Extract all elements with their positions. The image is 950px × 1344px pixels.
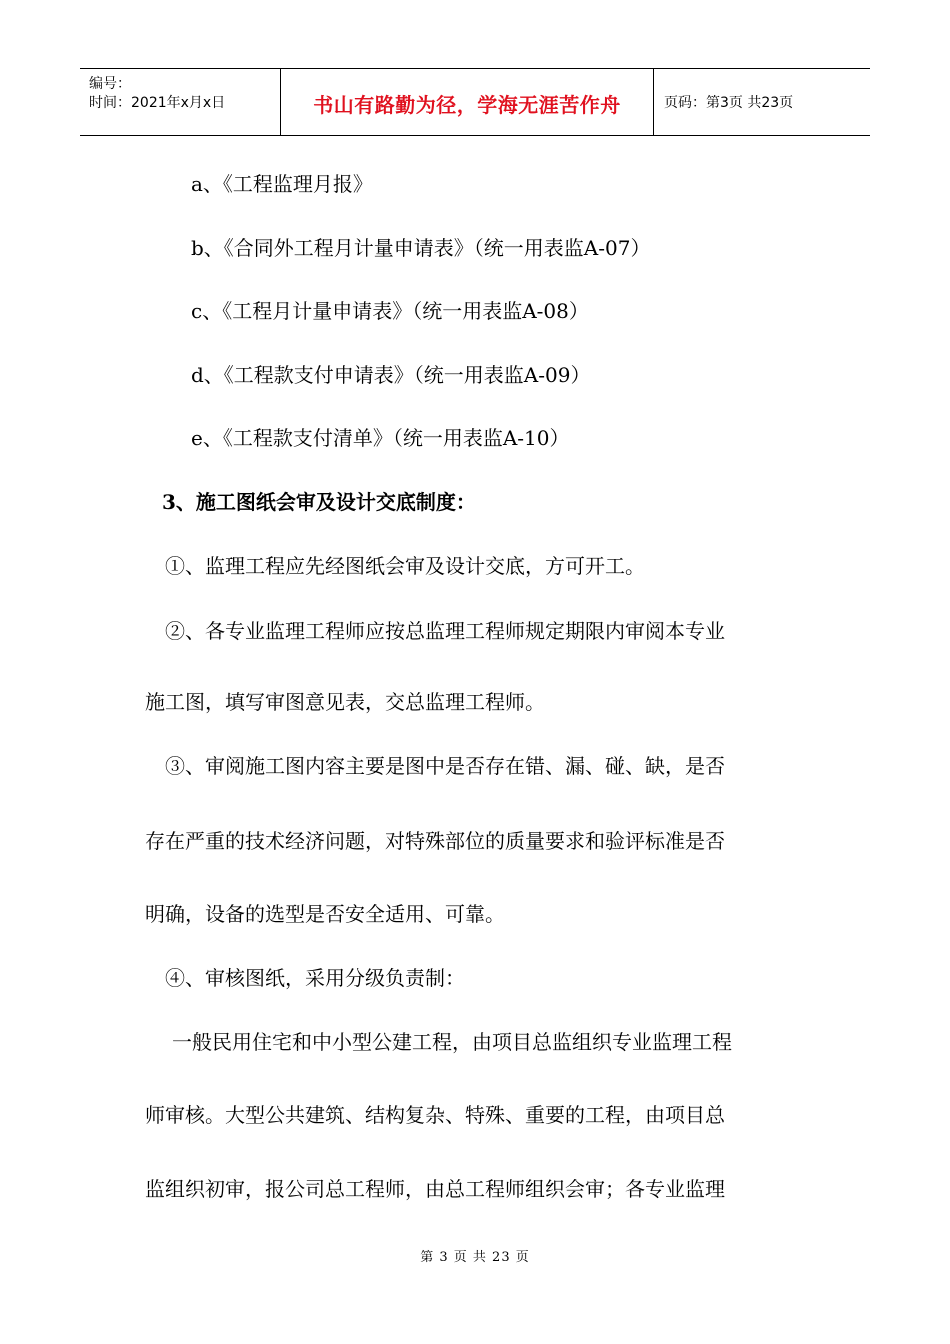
- paragraph-5-line-2: 师审核。大型公共建筑、结构复杂、特殊、重要的工程，由项目总: [145, 1103, 725, 1127]
- paragraph-3-line-1: ③、审阅施工图内容主要是图中是否存在错、漏、碰、缺，是否: [165, 754, 725, 778]
- list-item-b: b、《合同外工程月计量申请表》（统一用表监A-07）: [191, 236, 651, 260]
- list-item-e: e、《工程款支付清单》（统一用表监A-10）: [191, 426, 570, 450]
- document-date-label: 时间：2021年x月x日: [89, 95, 226, 111]
- header-meta-cell: [80, 69, 281, 135]
- paragraph-5-line-3: 监组织初审，报公司总工程师，由总工程师组织会审；各专业监理: [145, 1177, 725, 1201]
- page-footer: 第 3 页 共 23 页: [420, 1250, 530, 1265]
- list-item-a: a、《工程监理月报》: [191, 172, 373, 196]
- header-page-info: 页码：第3页 共23页: [664, 95, 794, 111]
- document-number-label: 编号：: [89, 76, 131, 92]
- paragraph-2-line-2: 施工图，填写审图意见表，交总监理工程师。: [145, 690, 545, 714]
- header-page-cell: [654, 69, 870, 135]
- paragraph-3-line-2: 存在严重的技术经济问题，对特殊部位的质量要求和验评标准是否: [145, 829, 725, 853]
- paragraph-2-line-1: ②、各专业监理工程师应按总监理工程师规定期限内审阅本专业: [165, 619, 725, 643]
- paragraph-1: ①、监理工程应先经图纸会审及设计交底，方可开工。: [165, 554, 645, 578]
- header-motto-cell: [281, 69, 654, 135]
- page-header: [80, 68, 870, 136]
- paragraph-5-line-1: 一般民用住宅和中小型公建工程，由项目总监组织专业监理工程: [172, 1030, 732, 1054]
- list-item-d: d、《工程款支付申请表》（统一用表监A-09）: [191, 363, 591, 387]
- paragraph-4: ④、审核图纸，采用分级负责制：: [165, 966, 465, 990]
- section-heading: 3、施工图纸会审及设计交底制度：: [162, 490, 476, 514]
- header-motto: 书山有路勤为径，学海无涯苦作舟: [313, 92, 621, 117]
- list-item-c: c、《工程月计量申请表》（统一用表监A-08）: [191, 299, 589, 323]
- paragraph-3-line-3: 明确，设备的选型是否安全适用、可靠。: [145, 902, 505, 926]
